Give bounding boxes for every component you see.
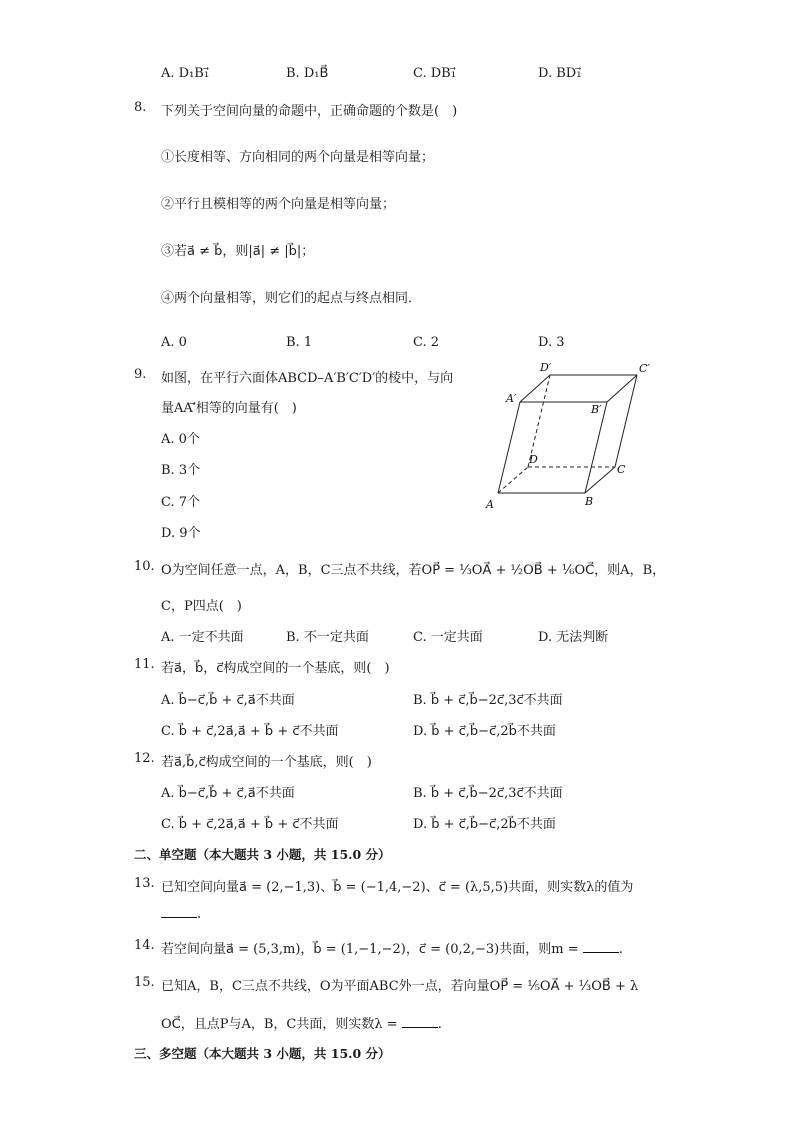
q11-option-a: A. b⃗−c⃗,b⃗ + c⃗,a⃗不共面 <box>161 693 295 708</box>
q8-statement-3: ③若a⃗ ≠ b⃗，则|a⃗| ≠ |b⃗|； <box>161 244 315 259</box>
q14-stem-text: 若空间向量a⃗ = (5,3,m)，b⃗ = (1,−1,−2)，c⃗ = (0,2,−3)共面，则m = <box>161 942 583 957</box>
q8-statement-1: ①长度相等、方向相同的两个向量是相等向量； <box>161 150 435 165</box>
q10-option-c: C. 一定共面 <box>413 630 483 645</box>
q9-option-a: A. 0个 <box>161 432 200 447</box>
q8-option-a: A. 0 <box>161 335 187 350</box>
q15-stem-line1: 已知A，B，C三点不共线，O为平面ABC外一点，若向量OP⃗ = ⅕OA⃗ + ⅓OB⃗ + λ <box>161 979 639 994</box>
q7-option-d: D. BD₁⃗ <box>538 66 582 81</box>
q15-period: . <box>437 1017 442 1032</box>
q11-option-d: D. b⃗ + c⃗,b⃗−c⃗,2b⃗不共面 <box>413 724 556 739</box>
q14-blank-line[interactable] <box>583 952 619 953</box>
q11-option-c: C. b⃗ + c⃗,2a⃗,a⃗ + b⃗ + c⃗不共面 <box>161 724 339 739</box>
q13-stem: 已知空间向量a⃗ = (2,−1,3)、b⃗ = (−1,4,−2)、c⃗ = (λ,5,5)共面，则实数λ的值为 <box>161 880 634 895</box>
vertex-label-d-prime: D′ <box>540 361 552 374</box>
q8-option-c: C. 2 <box>413 335 440 350</box>
q15-stem-line2-text: OC⃗，且点P与A，B，C共面，则实数λ = <box>161 1017 402 1032</box>
q12-option-b: B. b⃗ + c⃗,b⃗−2c⃗,3c⃗不共面 <box>413 786 563 801</box>
q9-option-c: C. 7个 <box>161 495 201 510</box>
q14-period: . <box>618 942 623 957</box>
q10-stem-line1: O为空间任意一点，A，B，C三点不共线，若OP⃗ = ⅓OA⃗ + ½OB⃗ + ⅙OC⃗，则A，B， <box>161 563 666 578</box>
q10-stem-line2: C，P四点( ) <box>161 599 242 614</box>
q9-option-b: B. 3个 <box>161 463 201 478</box>
section-heading-3: 三、多空题（本大题共 3 小题，共 15.0 分） <box>134 1046 391 1061</box>
q8-statement-4: ④两个向量相等，则它们的起点与终点相同． <box>161 291 422 306</box>
q11-stem: 若a⃗，b⃗，c⃗构成空间的一个基底，则( ) <box>161 661 390 676</box>
q9-option-d: D. 9个 <box>161 526 201 541</box>
q9-stem-line2: 量AA′⃗相等的向量有( ) <box>161 401 297 416</box>
parallelepiped-figure <box>480 355 680 520</box>
q8-number: 8. <box>134 100 147 115</box>
q9-number: 9. <box>134 367 147 382</box>
q10-number: 10. <box>134 559 155 574</box>
q8-stem: 下列关于空间向量的命题中，正确命题的个数是( ) <box>161 104 458 119</box>
vertex-label-b: B <box>585 495 594 508</box>
vertex-label-b-prime: B′ <box>591 403 602 416</box>
q12-option-c: C. b⃗ + c⃗,2a⃗,a⃗ + b⃗ + c⃗不共面 <box>161 817 339 832</box>
vertex-label-a-prime: A′ <box>506 392 517 405</box>
q7-option-b: B. D₁B⃗ <box>286 66 329 81</box>
q12-option-d: D. b⃗ + c⃗,b⃗−c⃗,2b⃗不共面 <box>413 817 556 832</box>
section-heading-2: 二、单空题（本大题共 3 小题，共 15.0 分） <box>134 847 391 862</box>
vertex-label-c-prime: C′ <box>639 362 650 375</box>
q7-option-a: A. D₁B₁⃗ <box>161 66 210 81</box>
q15-number: 15. <box>134 975 155 990</box>
q11-number: 11. <box>134 657 155 672</box>
q13-answer-blank[interactable] <box>161 907 201 922</box>
q13-period: . <box>197 907 202 922</box>
q12-stem: 若a⃗,b⃗,c⃗构成空间的一个基底，则( ) <box>161 755 372 770</box>
q8-option-b: B. 1 <box>286 335 313 350</box>
q14-number: 14. <box>134 938 155 953</box>
q11-option-b: B. b⃗ + c⃗,b⃗−2c⃗,3c⃗不共面 <box>413 693 563 708</box>
q8-statement-2: ②平行且模相等的两个向量是相等向量； <box>161 197 396 212</box>
q14-stem <box>161 938 623 957</box>
vertex-label-a: A <box>486 498 494 511</box>
q13-number: 13. <box>134 876 155 891</box>
vertex-label-d: D <box>529 453 538 466</box>
q10-option-b: B. 不一定共面 <box>286 630 369 645</box>
q12-option-a: A. b⃗−c⃗,b⃗ + c⃗,a⃗不共面 <box>161 786 295 801</box>
q13-blank-line[interactable] <box>161 917 197 918</box>
q10-option-d: D. 无法判断 <box>538 630 609 645</box>
vertex-label-c: C <box>617 463 626 476</box>
q7-option-c: C. DB₁⃗ <box>413 66 456 81</box>
q10-option-a: A. 一定不共面 <box>161 630 244 645</box>
q15-stem-line2 <box>161 1013 442 1032</box>
q15-blank-line[interactable] <box>402 1027 438 1028</box>
q9-stem-line1: 如图，在平行六面体ABCD–A′B′C′D′的棱中，与向 <box>161 371 454 386</box>
q8-option-d: D. 3 <box>538 335 565 350</box>
q12-number: 12. <box>134 751 155 766</box>
